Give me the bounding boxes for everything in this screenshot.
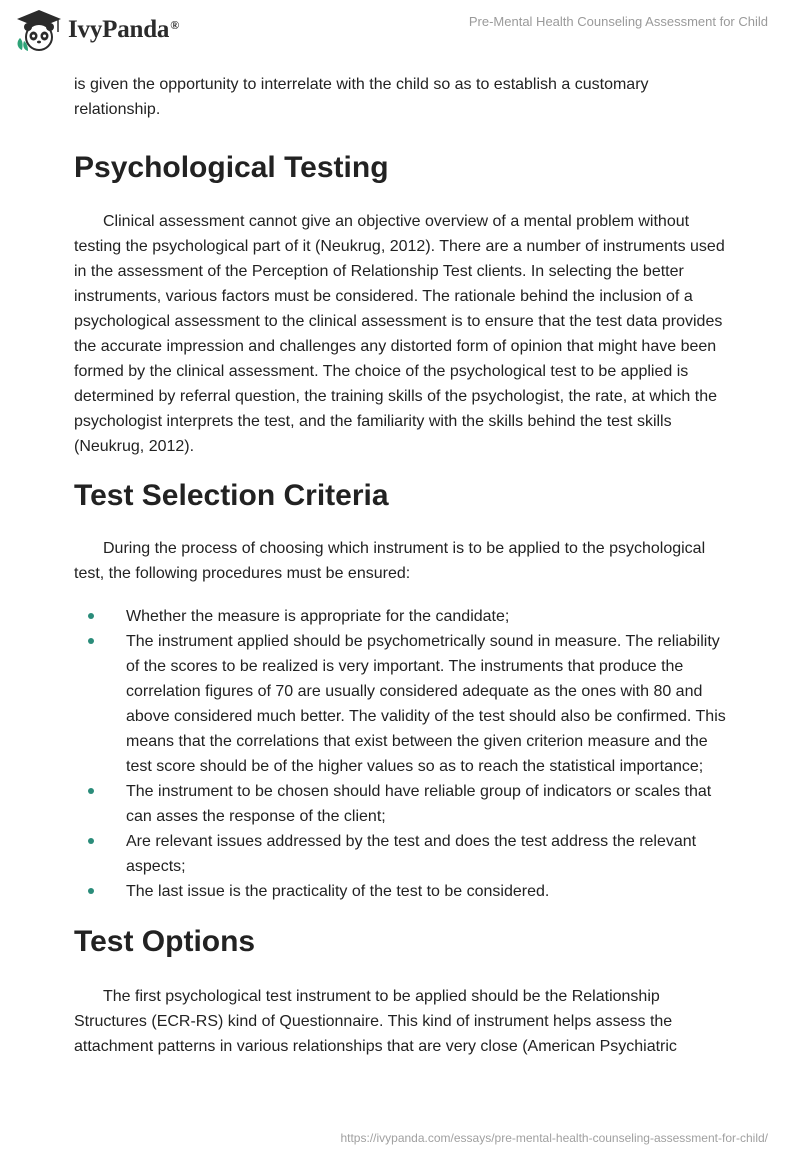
section-heading: Psychological Testing bbox=[74, 151, 389, 184]
essay-content bbox=[74, 72, 730, 1059]
section-heading: Test Selection Criteria bbox=[74, 479, 389, 512]
ivypanda-logo[interactable] bbox=[14, 8, 179, 52]
list-item: The last issue is the practicality of the test to be considered. bbox=[74, 879, 730, 904]
page-header bbox=[0, 0, 800, 70]
criteria-list bbox=[74, 604, 730, 904]
list-item: The instrument to be chosen should have reliable group of indicators or scales that can asses the response of the client; bbox=[74, 779, 730, 829]
source-url[interactable]: https://ivypanda.com/essays/pre-mental-health-counseling-assessment-for-child/ bbox=[340, 1131, 768, 1145]
bullet-dot-icon bbox=[88, 638, 94, 644]
list-item: The instrument applied should be psychometrically sound in measure. The reliability of the scores to be realized is very important. The instruments that produce the correlation figures of 70 are usually considered adequate as the ones with 80 and above considered much better. The validity of the test should also be confirmed. This means that the correlations that exist between the given criterion measure and the test score should be of the higher values so as to reach the statistical importance; bbox=[74, 629, 730, 779]
list-item: Are relevant issues addressed by the test and does the test address the relevant aspects; bbox=[74, 829, 730, 879]
bullet-dot-icon bbox=[88, 788, 94, 794]
section-paragraph: Clinical assessment cannot give an objective overview of a mental problem without testing the psychological part of it (Neukrug, 2012). There are a number of instruments used in the assessment of the Perception of Relationship Test clients. In selecting the better instruments, various factors must be considered. The rationale behind the inclusion of a psychological assessment to the clinical assessment is to ensure that the test data provides the accurate impression and challenges any distorted form of opinion that might have been formed by the clinical assessment. The choice of the psychological test to be applied is determined by referral question, the training skills of the psychologist, the rate, at which the psychologist interprets the test, and the familiarity with the skills behind the test skills (Neukrug, 2012). bbox=[74, 213, 725, 455]
bullet-dot-icon bbox=[88, 888, 94, 894]
list-item: Whether the measure is appropriate for the candidate; bbox=[74, 604, 730, 629]
document-title: Pre-Mental Health Counseling Assessment for Child bbox=[468, 14, 768, 29]
section-paragraph: The first psychological test instrument to be applied should be the Relationship Structures (ECR-RS) kind of Questionnaire. This kind of instrument helps assess the attachment patterns in various relationships that are very close (American Psychiatric bbox=[74, 988, 677, 1055]
section-paragraph: During the process of choosing which instrument is to be applied to the psychological test, the following procedures must be ensured: bbox=[74, 540, 706, 582]
bullet-dot-icon bbox=[88, 838, 94, 844]
brand-name: IvyPanda® bbox=[68, 16, 179, 43]
section-heading: Test Options bbox=[74, 925, 256, 958]
panda-logo-icon bbox=[14, 8, 64, 52]
intro-continuation-paragraph: is given the opportunity to interrelate with the child so as to establish a customary relationship. bbox=[74, 76, 649, 118]
bullet-dot-icon bbox=[88, 613, 94, 619]
